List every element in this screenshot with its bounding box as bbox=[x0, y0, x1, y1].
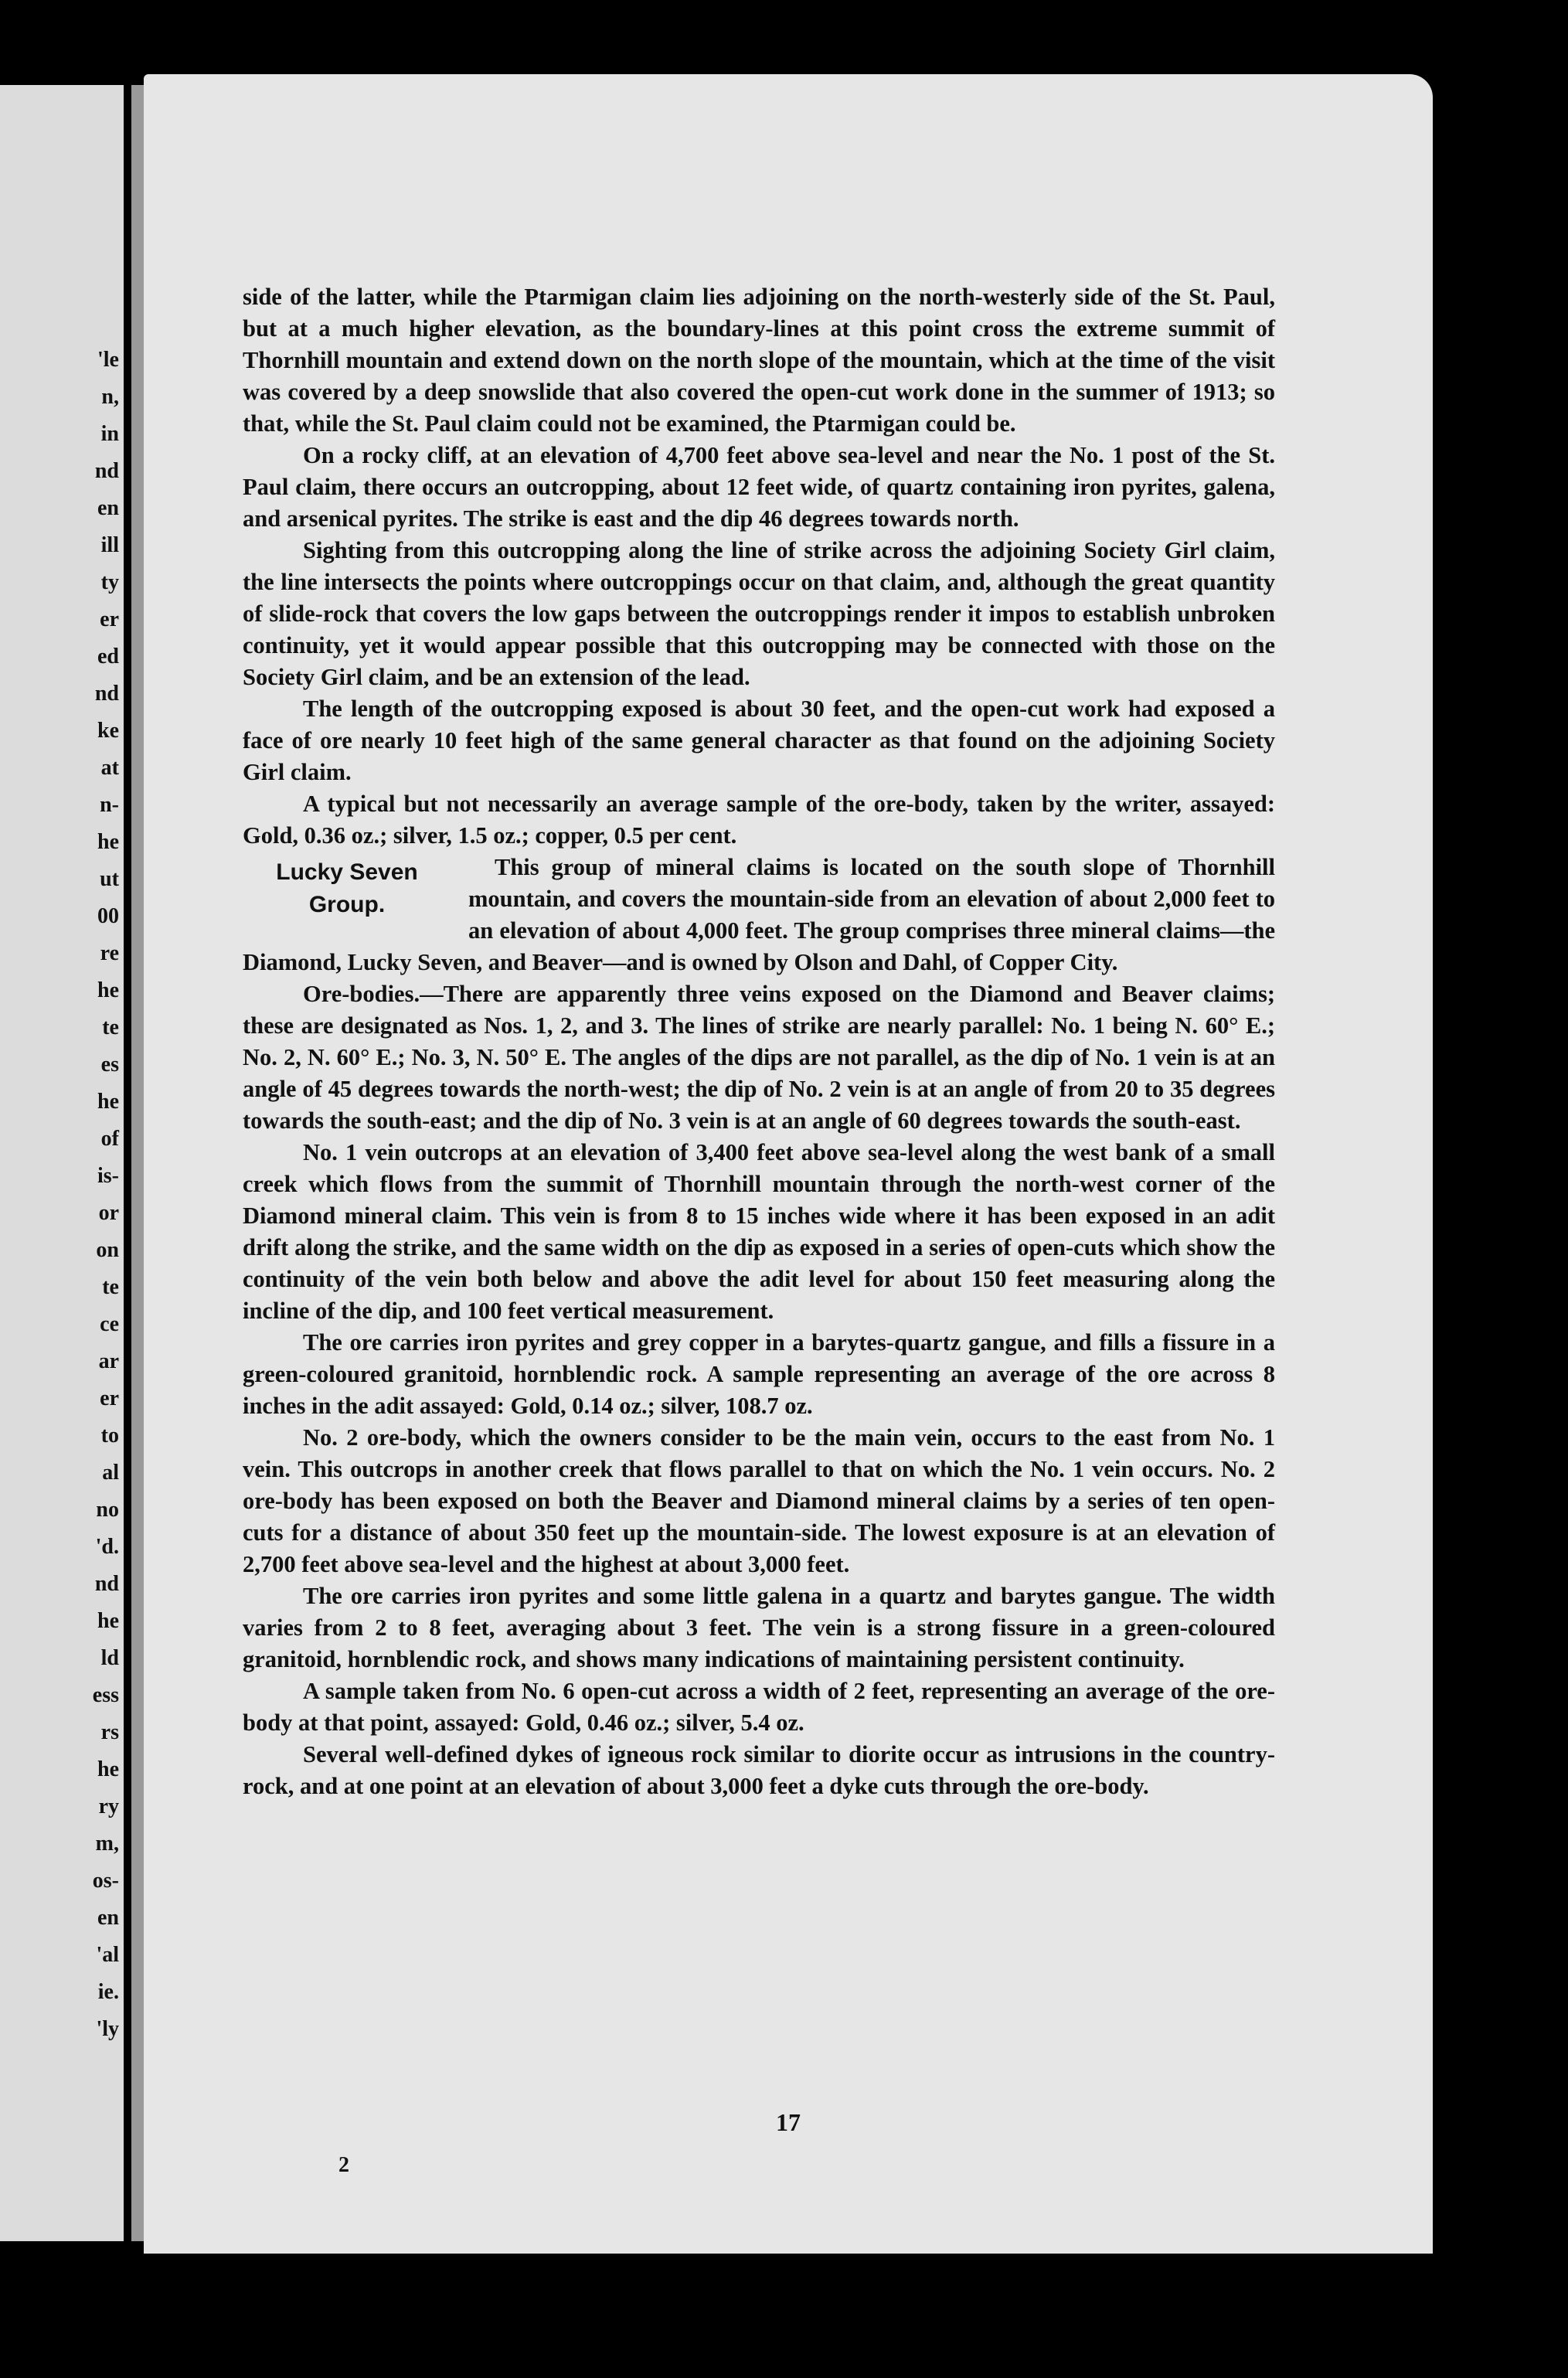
facing-page-fragment: m, bbox=[95, 1832, 119, 1856]
facing-page-fragment: er bbox=[100, 607, 119, 631]
paragraph: The ore carries iron pyrites and some little galena in a quartz and barytes gangue. The width varies from 2 to 8 feet, averaging about 3 feet. The vein is a strong fissure in a green-coloured granitoid, hornblendic rock, and shows many indications of maintaining persistent continuity. bbox=[243, 1583, 1275, 1672]
paragraph: No. 2 ore-body, which the owners consider to be the main vein, occurs to the east from No. 1 vein. This outcrops in another creek that flows parallel to that on which the No. 1 vein occurs. No. 2 ore-body has been exposed on both the Beaver and Diamond mineral claims by a series of ten open-cuts for a distance of about 350 feet up the mountain-side. The lowest exposure is at an elevation of 2,700 feet above sea-level and the highest at about 3,000 feet. bbox=[243, 1424, 1275, 1577]
facing-page-fragment: ill bbox=[100, 533, 119, 557]
paragraph: A sample taken from No. 6 open-cut across a width of 2 feet, representing an average of the ore-body at that point, assayed: Gold, 0.46 oz.; silver, 5.4 oz. bbox=[243, 1678, 1275, 1736]
facing-page-fragment: 00 bbox=[97, 904, 119, 928]
facing-page-fragment: ld bbox=[100, 1646, 119, 1670]
facing-page-fragment: or bbox=[98, 1201, 119, 1225]
facing-page-fragment: nd bbox=[94, 459, 119, 483]
facing-page-fragment: es bbox=[100, 1053, 119, 1077]
facing-page-fragment: n- bbox=[100, 793, 119, 817]
facing-page-fragment: en bbox=[97, 496, 119, 520]
paragraph: A typical but not necessarily an average sample of the ore-body, taken by the writer, assayed: Gold, 0.36 oz.; silver, 1.5 oz.; copper, 0.5 per cent. bbox=[243, 791, 1275, 849]
paragraph: side of the latter, while the Ptarmigan claim lies adjoining on the north-westerly side of the St. Paul, but at a much higher elevation, as the boundary-lines at this point cross the extreme summit of Thornhill mountain and extend down on the north slope of the mountain, which at the time of the visit was covered by a deep snowslide that also covered the open-cut work done in the summer of 1913; so that, while the St. Paul claim could not be examined, the Ptarmigan could be. bbox=[243, 284, 1275, 437]
side-heading bbox=[243, 856, 451, 921]
facing-page-fragment: no bbox=[96, 1498, 119, 1522]
facing-page-fragment: al bbox=[102, 1461, 119, 1485]
facing-page-fragment: 'd. bbox=[95, 1535, 119, 1559]
facing-page-fragment: nd bbox=[94, 1572, 119, 1596]
facing-page-fragment: er bbox=[100, 1386, 119, 1410]
facing-page-fragment: te bbox=[102, 1275, 119, 1299]
facing-page-fragment: ry bbox=[98, 1795, 119, 1818]
facing-page-fragment: 'le bbox=[97, 348, 119, 372]
facing-page-fragment: of bbox=[100, 1127, 119, 1151]
document-page bbox=[144, 74, 1433, 2254]
paragraph: The ore carries iron pyrites and grey copper in a barytes-quartz gangue, and fills a fissure in a green-coloured granitoid, hornblendic rock. A sample representing an average of the ore across 8 inches in the adit assayed: Gold, 0.14 oz.; silver, 108.7 oz. bbox=[243, 1329, 1275, 1419]
facing-page-fragment: ut bbox=[100, 867, 119, 891]
lucky-seven-section bbox=[243, 852, 1275, 978]
facing-page-fragment: 'al bbox=[96, 1943, 119, 1967]
paragraph: Ore-bodies.—There are apparently three veins exposed on the Diamond and Beaver claims; these are designated as Nos. 1, 2, and 3. The lines of strike are nearly parallel: No. 1 being N. 60° E.; No. 2, N. 60° E.; No. 3, N. 50° E. The angles of the dips are not parallel, as the dip of No. 1 vein is at an angle of 45 degrees towards the north-west; the dip of No. 2 vein is at an angle of from 20 to 35 degrees towards the south-east; and the dip of No. 3 vein is at an angle of 60 degrees towards the south-east. bbox=[243, 981, 1275, 1134]
paragraph: On a rocky cliff, at an elevation of 4,700 feet above sea-level and near the No. 1 post of the St. Paul claim, there occurs an outcropping, about 12 feet wide, of quartz containing iron pyrites, galena, and arsenical pyrites. The strike is east and the dip 46 degrees towards north. bbox=[243, 442, 1275, 532]
facing-page-fragment: at bbox=[100, 756, 119, 780]
facing-page-fragment: ie. bbox=[97, 1980, 119, 2004]
facing-page-fragment: ty bbox=[100, 570, 119, 594]
paragraph: Several well-defined dykes of igneous rock similar to diorite occur as intrusions in the country-rock, and at one point at an elevation of about 3,000 feet a dyke cuts through the ore-body. bbox=[243, 1741, 1275, 1799]
side-heading-line: Group. bbox=[308, 892, 386, 917]
facing-page-fragment: ke bbox=[97, 719, 119, 743]
facing-page-fragment: re bbox=[100, 941, 119, 965]
facing-page-fragment: en bbox=[97, 1906, 119, 1930]
facing-page-fragment: he bbox=[97, 830, 119, 854]
facing-page-fragment: he bbox=[97, 978, 119, 1002]
paragraph: Sighting from this outcropping along the line of strike across the adjoining Society Girl claim, the line intersects the points where outcroppings occur on that claim, and, although the great quantity of slide-rock that covers the low gaps between the outcroppings render it impos to establish unbroken continuity, yet it would appear possible that this outcropping may be connected with those on the Society Girl claim, and be an extension of the lead. bbox=[243, 537, 1275, 690]
signature-mark: 2 bbox=[338, 2153, 349, 2177]
facing-page-edge bbox=[0, 85, 124, 2241]
facing-page-fragment: rs bbox=[100, 1720, 119, 1744]
facing-page-fragment: in bbox=[100, 422, 119, 446]
facing-page-fragment: 'ly bbox=[96, 2017, 119, 2041]
side-heading-line: Lucky Seven bbox=[276, 859, 418, 885]
facing-page-fragment: he bbox=[97, 1757, 119, 1781]
facing-page-fragment: nd bbox=[94, 682, 119, 706]
facing-page-fragment: is- bbox=[97, 1164, 119, 1188]
facing-page-fragment: ess bbox=[92, 1683, 119, 1707]
facing-page-fragment: ed bbox=[97, 645, 119, 668]
facing-page-fragment: to bbox=[100, 1424, 119, 1448]
paragraph: The length of the outcropping exposed is about 30 feet, and the open-cut work had exposed a face of ore nearly 10 feet high of the same general character as that found on the adjoining Society Girl claim. bbox=[243, 696, 1275, 785]
facing-page-fragment: ar bbox=[98, 1349, 119, 1373]
facing-page-fragment: ce bbox=[100, 1312, 119, 1336]
facing-page-fragment: te bbox=[102, 1015, 119, 1039]
facing-page-fragment: he bbox=[97, 1609, 119, 1633]
paragraph: No. 1 vein outcrops at an elevation of 3,400 feet above sea-level along the west bank of a small creek which flows from the summit of Thornhill mountain through the north-west corner of the Diamond mineral claim. This vein is from 8 to 15 inches wide where it has been exposed in an adit drift along the strike, and the same width on the dip as exposed in a series of open-cuts which show the continuity of the vein both below and above the adit level for about 150 feet measuring along the incline of the dip, and 100 feet vertical measurement. bbox=[243, 1139, 1275, 1324]
facing-page-fragment: he bbox=[97, 1090, 119, 1114]
facing-page-fragment: n, bbox=[101, 385, 119, 409]
facing-page-fragment: os- bbox=[92, 1869, 119, 1893]
page-number: 17 bbox=[776, 2108, 801, 2136]
body-text bbox=[243, 281, 1275, 1802]
paragraph: This group of mineral claims is located on the south slope of Thornhill mountain, and covers the mountain-side from an elevation of about 2,000 feet to an elevation of about 4,000 feet. The group comprises three mineral claims—the Diamond, Lucky Seven, and Beaver—and is owned by Olson and Dahl, of Copper City. bbox=[243, 854, 1275, 975]
facing-page-fragment: on bbox=[96, 1238, 119, 1262]
